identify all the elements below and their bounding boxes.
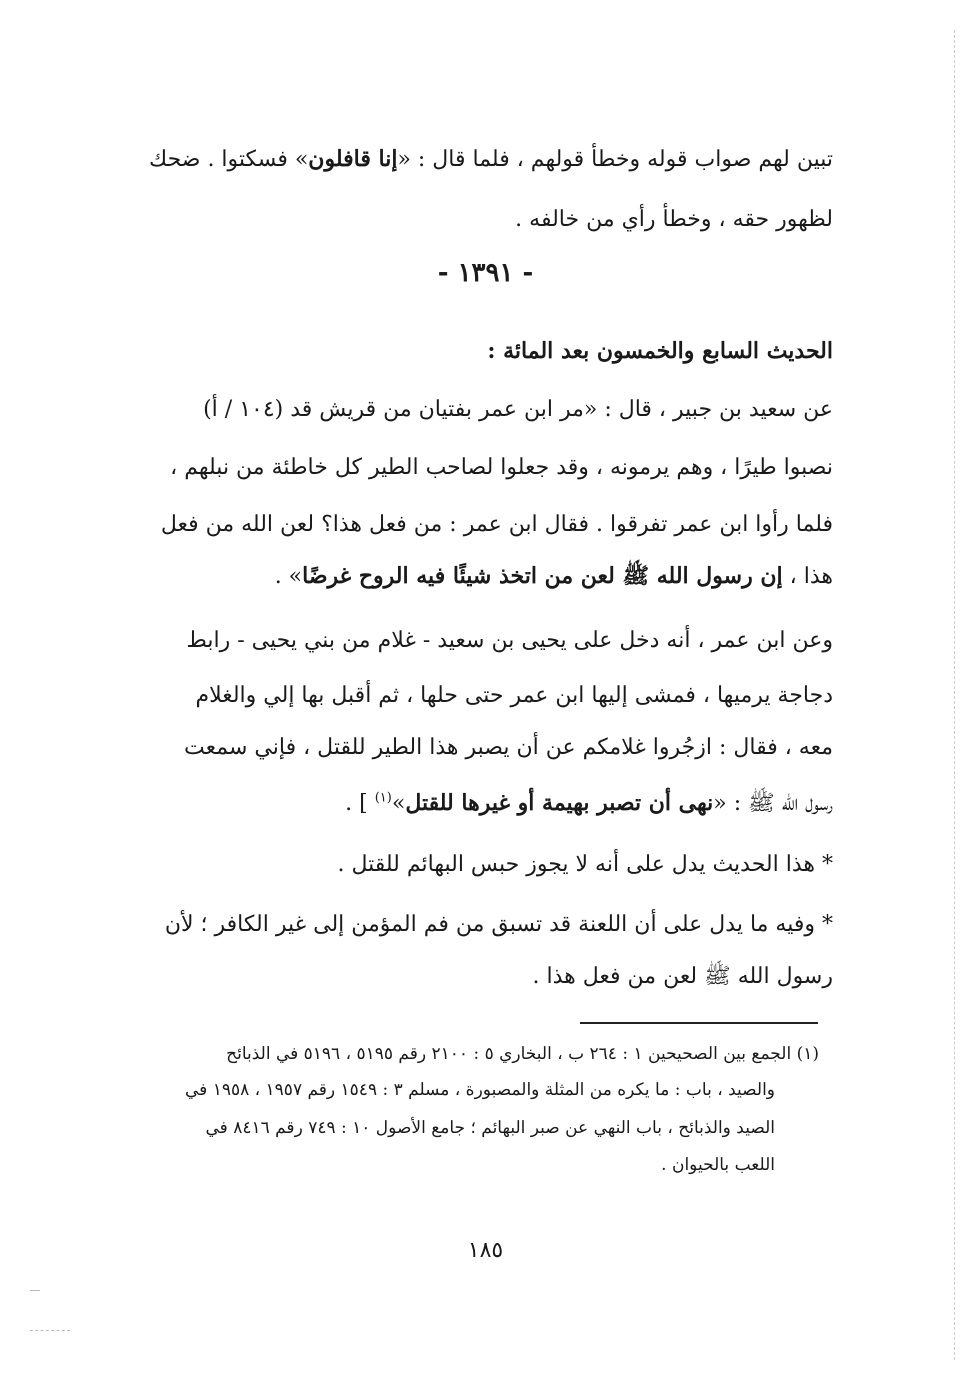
intro-text-b: » فسكتوا . ضحك bbox=[149, 147, 309, 172]
note-2-line-1: * وفيه ما يدل على أن اللعنة قد تسبق من فم المؤمن إلى غير الكافر ؛ لأن bbox=[164, 912, 833, 937]
scan-artifact-dashes bbox=[30, 1330, 70, 1331]
page-number: ١٨٥ bbox=[467, 1238, 504, 1263]
footnote-line-2: والصيد ، باب : ما يكره من المثلة والمصبورة ، مسلم ٣ : ١٥٤٩ رقم ١٩٥٧ ، ١٩٥٨ في bbox=[185, 1080, 775, 1100]
footnote-marker: (١) bbox=[374, 790, 392, 806]
para1-line-4 bbox=[275, 562, 833, 594]
para2-line-3: معه ، فقال : ازجُروا غلامكم عن أن يصبر هذا الطير للقتل ، فإني سمعت bbox=[184, 735, 833, 760]
footnote-divider bbox=[580, 1022, 818, 1024]
para2-text-c: ] . bbox=[345, 791, 375, 816]
margin-dotted-line bbox=[954, 30, 955, 1360]
footnote-line-3: الصيد والذبائح ، باب النهي عن صبر البهائم ؛ جامع الأصول ١٠ : ٧٤٩ رقم ٨٤١٦ في bbox=[205, 1118, 775, 1138]
para1-text-b: » . bbox=[274, 564, 303, 589]
scan-artifact bbox=[30, 1290, 40, 1291]
hadith-number: - ١٣٩١ - bbox=[437, 258, 534, 288]
footnote-line-4: اللعب بالحيوان . bbox=[661, 1155, 775, 1175]
note-1: * هذا الحديث يدل على أنه لا يجوز حبس البهائم للقتل . bbox=[337, 852, 833, 877]
footnote-line-1: (١) الجمع بين الصحيحين ١ : ٢٦٤ ب ، البخاري ٥ : ٢١٠٠ رقم ٥١٩٥ ، ٥١٩٦ في الذبائح bbox=[226, 1044, 819, 1064]
para2-text-a: رسول الله ﷺ : « bbox=[713, 791, 833, 816]
para2-hadith-bold: نهى أن تصبر بهيمة أو غيرها للقتل bbox=[405, 790, 714, 816]
intro-quote-bold: إنا قافلون bbox=[308, 146, 398, 172]
para1-hadith-bold: إن رسول الله ﷺ لعن من اتخذ شيئًا فيه الروح غرضًا bbox=[302, 563, 783, 589]
para2-line-1: وعن ابن عمر ، أنه دخل على يحيى بن سعيد - غلام من بني يحيى - رابط bbox=[186, 628, 833, 653]
para1-text-a: هذا ، bbox=[782, 564, 833, 589]
note-2-line-2: رسول الله ﷺ لعن من فعل هذا . bbox=[532, 964, 833, 989]
para2-line-4 bbox=[345, 789, 833, 821]
intro-text-a: تبين لهم صواب قوله وخطأ قولهم ، فلما قال : « bbox=[397, 147, 833, 172]
para1-line-2: نصبوا طيرًا ، وهم يرمونه ، وقد جعلوا لصاحب الطير كل خاطئة من نبلهم ، bbox=[170, 455, 833, 480]
para1-line-3: فلما رأوا ابن عمر تفرقوا . فقال ابن عمر : من فعل هذا؟ لعن الله من فعل bbox=[160, 512, 833, 537]
para2-line-2: دجاجة يرميها ، فمشى إليها ابن عمر حتى حلها ، ثم أقبل بها إلي والغلام bbox=[195, 683, 833, 708]
intro-line-1 bbox=[133, 146, 833, 172]
para1-line-1: عن سعيد بن جبير ، قال : «مر ابن عمر بفتيان من قريش قد (١٠٤ / أ) bbox=[203, 397, 833, 422]
para2-text-b: » bbox=[391, 791, 406, 816]
section-title: الحديث السابع والخمسون بعد المائة : bbox=[487, 338, 833, 364]
intro-line-2: لظهور حقه ، وخطأ رأي من خالفه . bbox=[515, 207, 833, 232]
